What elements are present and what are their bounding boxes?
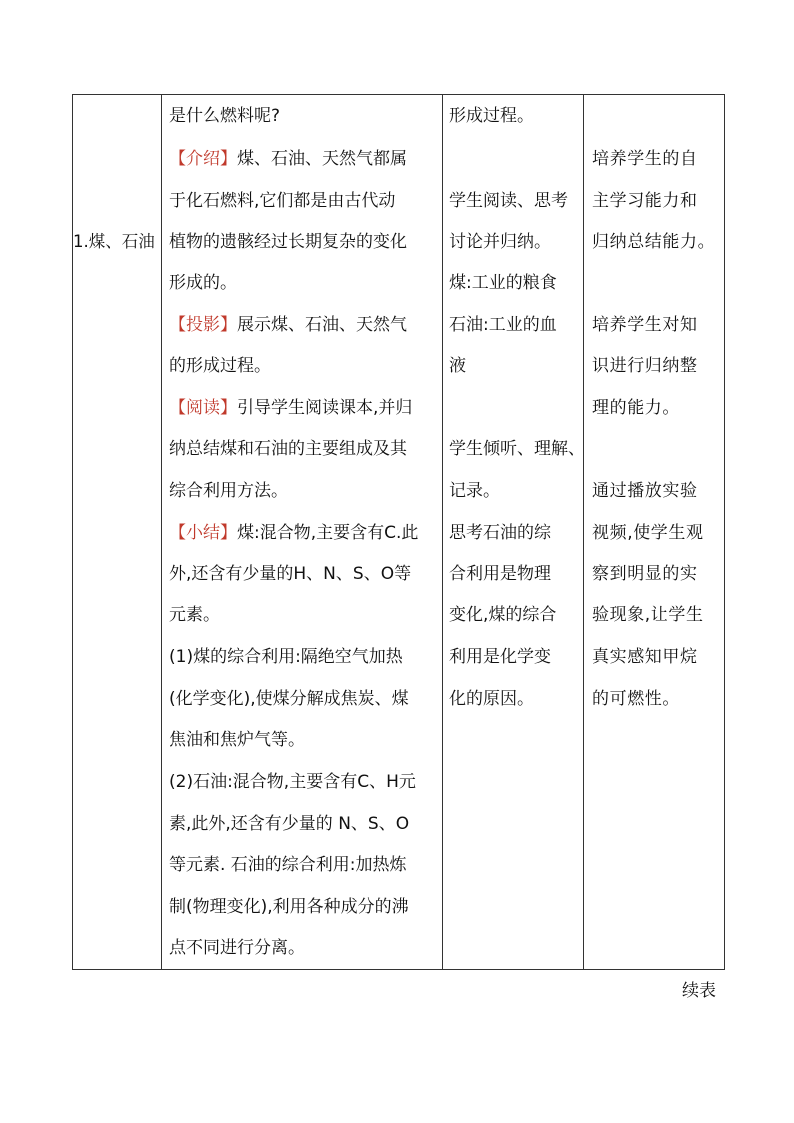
- student-line: 合利用是物理: [449, 564, 551, 584]
- intent-line: 察到明显的实: [592, 564, 698, 584]
- student-activity-cell: [443, 95, 584, 970]
- teacher-line: 综合利用方法。: [169, 481, 288, 501]
- projection-tag: 【投影】: [169, 315, 237, 335]
- teacher-line: 【小结】煤:混合物,主要含有C.此: [169, 523, 419, 543]
- teacher-line: 制(物理变化),利用各种成分的沸: [169, 897, 409, 917]
- intro-tag: 【介绍】: [169, 149, 237, 169]
- teacher-line: 元素。: [169, 605, 220, 625]
- topic-cell: [73, 95, 162, 970]
- intent-line: 的可燃性。: [592, 689, 680, 709]
- design-intent-cell: [584, 95, 725, 970]
- intent-line: 主学习能力和: [592, 191, 698, 211]
- summary-tag: 【小结】: [169, 523, 237, 543]
- intent-line: 识进行归纳整: [592, 356, 698, 376]
- teacher-line: 纳总结煤和石油的主要组成及其: [169, 439, 407, 459]
- teacher-line: 点不同进行分离。: [169, 938, 305, 958]
- student-line: 讨论并归纳。: [449, 232, 551, 252]
- student-line: 化的原因。: [449, 689, 534, 709]
- intent-line: 理的能力。: [592, 398, 680, 418]
- teacher-line: 素,此外,还含有少量的 N、S、O: [169, 814, 410, 834]
- teacher-activity-cell: [162, 95, 443, 970]
- intent-line: 培养学生对知: [592, 315, 698, 335]
- student-line: 思考石油的综: [449, 523, 551, 543]
- teacher-line: 焦油和焦炉气等。: [169, 730, 305, 750]
- teacher-line: (2)石油:混合物,主要含有C、H元: [169, 772, 416, 792]
- student-line: 学生阅读、思考: [449, 191, 568, 211]
- student-line: 记录。: [449, 481, 500, 501]
- teacher-line: 是什么燃料呢?: [169, 106, 281, 126]
- teacher-line: 于化石燃料,它们都是由古代动: [169, 191, 396, 211]
- teacher-line: 外,还含有少量的H、N、S、O等: [169, 564, 412, 584]
- intent-line: 验现象,让学生: [592, 605, 704, 625]
- teacher-line: 的形成过程。: [169, 356, 271, 376]
- teacher-line: 【介绍】煤、石油、天然气都属: [169, 149, 407, 169]
- teacher-line: 植物的遗骸经过长期复杂的变化: [169, 232, 407, 252]
- teacher-line: 等元素. 石油的综合利用:加热炼: [169, 855, 407, 875]
- intent-line: 真实感知甲烷: [592, 647, 698, 667]
- reading-tag: 【阅读】: [169, 398, 237, 418]
- teacher-line: 形成的。: [169, 273, 237, 293]
- topic-label: 1.煤、石油: [73, 232, 155, 251]
- student-line: 利用是化学变: [449, 647, 551, 667]
- intent-line: 归纳总结能力。: [592, 232, 716, 252]
- lesson-table: [72, 94, 725, 970]
- student-line: 学生倾听、理解、: [449, 439, 585, 459]
- student-line: 液: [449, 356, 466, 376]
- intent-line: 视频,使学生观: [592, 523, 704, 543]
- intent-line: 通过播放实验: [592, 481, 698, 501]
- student-line: 石油:工业的血: [449, 315, 557, 335]
- teacher-line: 【投影】展示煤、石油、天然气: [169, 315, 407, 335]
- continued-label: 续表: [682, 981, 716, 1001]
- student-line: 变化,煤的综合: [449, 605, 557, 625]
- teacher-line: (1)煤的综合利用:隔绝空气加热: [169, 647, 403, 667]
- student-line: 形成过程。: [449, 106, 534, 126]
- student-line: 煤:工业的粮食: [449, 273, 557, 293]
- intent-line: 培养学生的自: [592, 149, 698, 169]
- teacher-line: 【阅读】引导学生阅读课本,并归: [169, 398, 413, 418]
- teacher-line: (化学变化),使煤分解成焦炭、煤: [169, 689, 409, 709]
